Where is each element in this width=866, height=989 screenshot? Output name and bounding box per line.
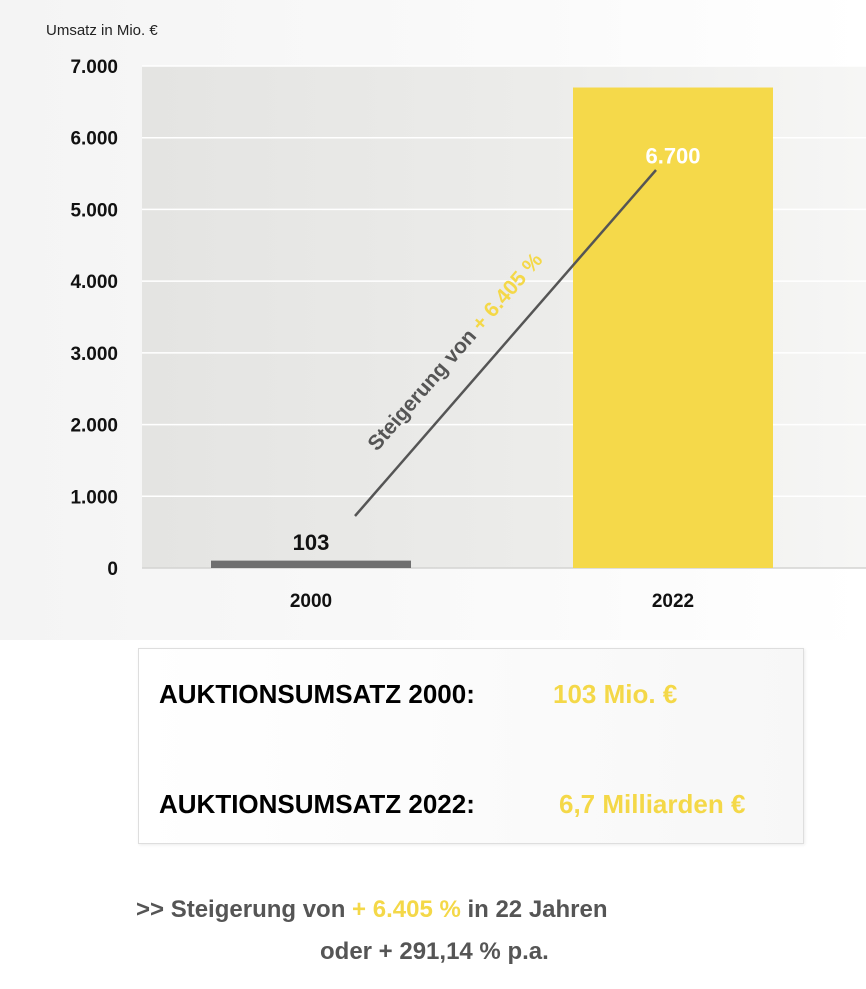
y-tick-label: 6.000 <box>70 128 118 150</box>
y-tick-label: 0 <box>107 559 118 580</box>
y-tick-label: 7.000 <box>70 57 118 78</box>
y-tick-label: 4.000 <box>70 272 118 294</box>
y-tick-labels <box>70 57 118 580</box>
x-category-labels <box>290 591 694 612</box>
summary-key-2022: AUKTIONSUMSATZ 2022: <box>159 789 475 819</box>
footer-line-2: oder + 291,14 % p.a. <box>320 938 549 965</box>
summary-key-2000: AUKTIONSUMSATZ 2000: <box>159 679 475 709</box>
footer-suffix: in 22 Jahren <box>460 896 608 923</box>
summary-box <box>138 648 804 844</box>
increase-annotation-prefix: Steigerung von <box>363 320 485 456</box>
summary-value-2022: 6,7 Milliarden € <box>559 789 746 819</box>
y-tick-label: 2.000 <box>70 415 118 437</box>
y-tick-label: 5.000 <box>70 200 118 222</box>
summary-value-2000: 103 Mio. € <box>553 679 678 709</box>
bar-2000 <box>211 561 411 568</box>
y-tick-label: 3.000 <box>70 343 118 365</box>
footer-percent: + 6.405 % <box>352 896 461 923</box>
data-label-2000: 103 <box>292 530 330 555</box>
summary-row-2022 <box>159 789 746 820</box>
y-axis-unit-label: Umsatz in Mio. € <box>46 22 158 39</box>
x-category-label: 2022 <box>651 591 695 612</box>
y-tick-label: 1.000 <box>70 487 118 509</box>
footer-prefix: >> Steigerung von <box>136 896 353 923</box>
x-category-label: 2000 <box>289 591 333 612</box>
footer-line-1 <box>136 896 608 924</box>
summary-row-2000 <box>159 679 678 710</box>
data-label-2022: 6.700 <box>645 143 701 169</box>
increase-annotation-percent: + 6.405 % <box>467 248 548 336</box>
